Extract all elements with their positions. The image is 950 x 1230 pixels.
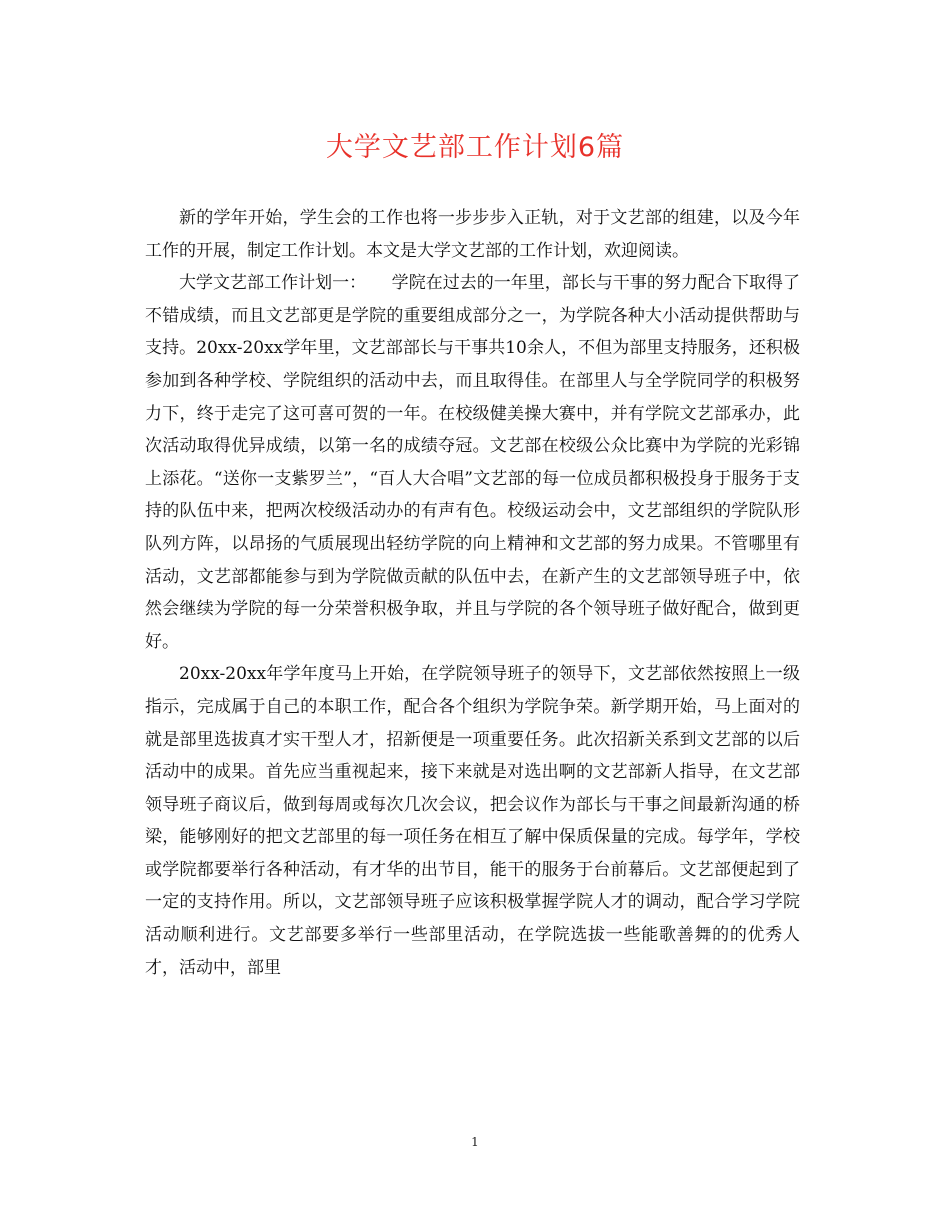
paragraph-plan-one: 大学文艺部工作计划一： 学院在过去的一年里，部长与干事的努力配合下取得了不错成绩，而且文艺部更是学院的重要组成部分之一，为学院各种大小活动提供帮助与支持。20xx-20xx学年里，文艺部部长与干事共10余人，不但为部里支持服务，还积极参加到各种学校、学院组织的活动中去，而且取得佳。在部里人与全学院同学的积极努力下，终于走完了这可喜可贺的一年。在校级健美操大赛中，并有学院文艺部承办，此次活动取得优异成绩，以第一名的成绩夺冠。文艺部在校级公众比赛中为学院的光彩锦上添花。“送你一支紫罗兰”，“百人大合唱”文艺部的每一位成员都积极投身于服务于支持的队伍中来，把两次校级活动办的有声有色。校级运动会中，文艺部组织的学院队形队列方阵，以昂扬的气质展现出轻纺学院的向上精神和文艺部的努力成果。不管哪里有活动，文艺部都能参与到为学院做贡献的队伍中去，在新产生的文艺部领导班子中，依然会继续为学院的每一分荣誉积极争取，并且与学院的各个领导班子做好配合，做到更好。 — [145, 273, 800, 652]
paragraph-intro: 新的学年开始，学生会的工作也将一步步步入正轨，对于文艺部的组建，以及今年工作的开展，制定工作计划。本文是大学文艺部的工作计划，欢迎阅读。 — [145, 208, 800, 261]
document-title: 大学文艺部工作计划6篇 — [325, 132, 625, 163]
paragraph-new-year: 20xx-20xx年学年度马上开始，在学院领导班子的领导下，文艺部依然按照上一级指示，完成属于自己的本职工作，配合各个组织为学院争荣。新学期开始，马上面对的就是部里选拔真才实干型人才，招新便是一项重要任务。此次招新关系到文艺部的以后活动中的成果。首先应当重视起来，接下来就是对选出啊的文艺部新人指导，在文艺部领导班子商议后，做到每周或每次几次会议，把会议作为部长与干事之间最新沟通的桥梁，能够刚好的把文艺部里的每一项任务在相互了解中保质保量的完成。每学年，学校或学院都要举行各种活动，有才华的出节目，能干的服务于台前幕后。文艺部便起到了一定的支持作用。所以，文艺部领导班子应该积极掌握学院人才的调动，配合学习学院活动顺利进行。文艺部要多举行一些部里活动，在学院选拔一些能歌善舞的的优秀人才，活动中，部里 — [145, 664, 800, 978]
document-body — [145, 202, 800, 984]
page-number: 1 — [471, 1135, 479, 1149]
